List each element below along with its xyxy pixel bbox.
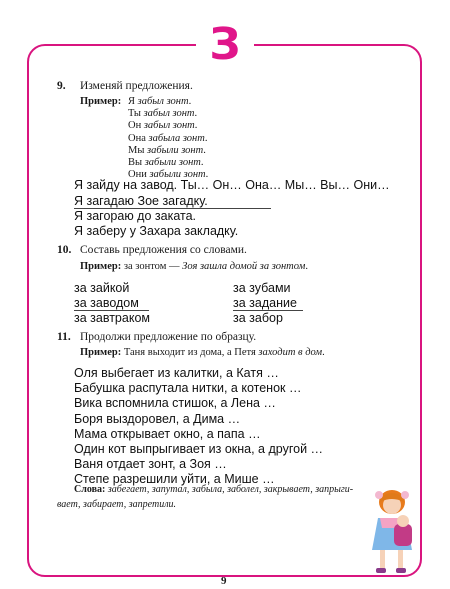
task10-instruction: Составь предложения со словами. — [80, 244, 247, 256]
task10-number: 10. — [57, 244, 72, 256]
task9-example-line — [128, 157, 204, 168]
letter-header — [196, 19, 254, 70]
task11-sentence: Один кот выпрыгивает из окна, а другой … — [74, 442, 324, 456]
task10-right-3: за забор — [233, 311, 283, 325]
task9-sentence-3: Я загораю до заката. — [74, 209, 197, 223]
example-verb: забыли зонт — [144, 157, 201, 168]
task11-words-text2: вает, забирает, запретили. — [57, 499, 177, 510]
task11-sentence: Степе разрешили уйти, а Мише … — [74, 472, 275, 487]
example-period: . — [200, 157, 204, 168]
task11-sentence: Бабушка распутала нитки, а котенок … — [74, 381, 302, 396]
task11-example — [80, 347, 325, 358]
task10-example-end: . — [305, 261, 308, 272]
example-pronoun: Ты — [128, 108, 144, 120]
task9-example-line — [128, 133, 207, 144]
task11-example-plain: Таня выходит из дома, а Петя — [123, 347, 259, 358]
example-period: . — [194, 120, 198, 132]
task9-example-line — [128, 145, 206, 156]
example-period: . — [205, 169, 209, 181]
task11-words-text1: забегает, запутал, забыла, заболел, закрывает, запрыги- — [107, 484, 354, 495]
task11-words-label: Слова: — [74, 484, 106, 495]
task9-example-line — [128, 120, 197, 131]
task10-example-plain: за зонтом — — [123, 261, 183, 272]
task11-example-end: . — [322, 347, 325, 358]
example-verb: забыл зонт — [143, 120, 195, 132]
task11-sentence: Вика вспомнила стишок, а Лена … — [74, 396, 276, 411]
task9-sentence-4: Я заберу у Захара закладку. — [74, 224, 239, 238]
task10-example — [80, 261, 308, 272]
task10-right-2: за задание — [233, 296, 303, 311]
task11-sentence: Оля выбегает из калитки, а Катя … — [74, 366, 279, 380]
task10-example-italic: Зоя зашла домой за зонтом — [182, 261, 306, 272]
girl-with-doll-illustration — [366, 488, 426, 583]
example-pronoun: Она — [128, 132, 149, 144]
task11-words-line1 — [74, 484, 353, 495]
task10-right-1: за зубами — [233, 281, 291, 295]
task11-sentence: Мама открывает окно, а папа … — [74, 426, 261, 441]
task9-instruction: Изменяй предложения. — [80, 80, 193, 92]
task11-number: 11. — [57, 331, 71, 343]
example-pronoun: Мы — [128, 144, 148, 156]
task11-words-line2 — [57, 499, 176, 510]
task11-sentence: Боря выздоровел, а Дима … — [74, 411, 241, 426]
task10-left-3: за завтраком — [74, 311, 150, 325]
task10-example-label: Пример: — [80, 261, 122, 272]
example-period: . — [203, 144, 206, 156]
task11-instruction: Продолжи предложение по образцу. — [80, 331, 257, 343]
chapter-letter: З — [209, 19, 241, 70]
task9-sentence-1: Я зайду на завод. Ты… Он… Она… Мы… Вы… Они… — [74, 178, 390, 192]
example-period: . — [204, 132, 208, 144]
task9-example-line — [128, 96, 191, 107]
example-verb: забыли зонт — [147, 144, 204, 156]
task10-left-1: за зайкой — [74, 281, 130, 295]
task9-example-label: Пример: — [80, 96, 122, 107]
task9-sentence-2: Я загадаю Зое загадку. — [74, 194, 271, 209]
example-pronoun: Он — [128, 120, 144, 132]
example-period: . — [194, 108, 198, 120]
task11-example-italic: заходит в дом — [258, 347, 323, 358]
example-verb: забыли зонт — [149, 169, 206, 181]
example-verb: забыл зонт — [137, 96, 189, 107]
page-number: 9 — [221, 575, 227, 587]
example-pronoun: Вы — [128, 157, 145, 168]
example-verb: забыла зонт — [148, 132, 205, 144]
example-pronoun: Я — [128, 96, 138, 107]
task9-example-line — [128, 108, 197, 119]
task10-left-2: за заводом — [74, 296, 149, 311]
example-pronoun: Они — [128, 169, 150, 181]
task11-sentence: Ваня отдает зонт, а Зоя … — [74, 457, 227, 472]
example-verb: забыл зонт — [143, 108, 195, 120]
task11-example-label: Пример: — [80, 347, 122, 358]
task9-number: 9. — [57, 80, 66, 92]
example-period: . — [188, 96, 192, 107]
